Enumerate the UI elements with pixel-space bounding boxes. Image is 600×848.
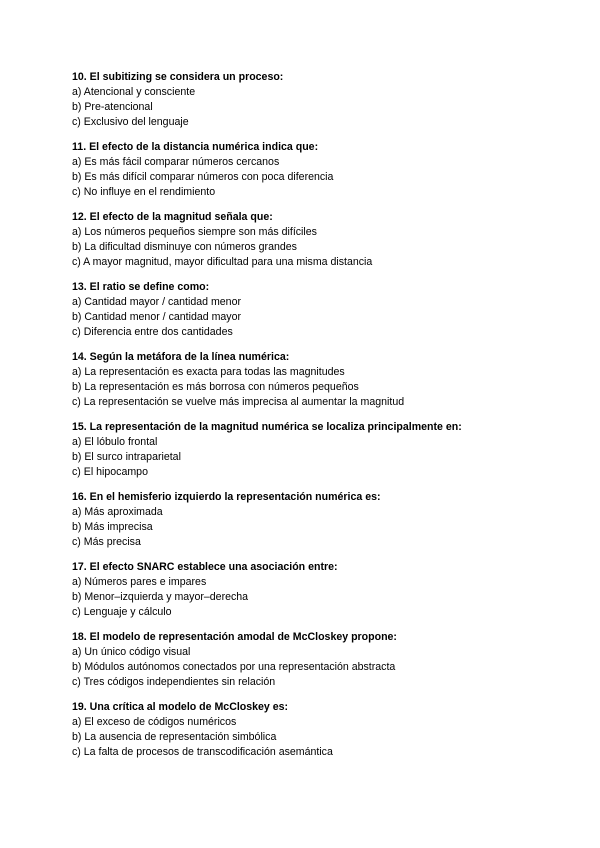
option-b: b) El surco intraparietal <box>72 451 181 463</box>
option-a: a) Es más fácil comparar números cercanos <box>72 156 280 168</box>
question-title: 14. Según la metáfora de la línea numérica: <box>72 351 290 363</box>
option-a: a) La representación es exacta para todas las magnitudes <box>72 366 345 378</box>
question-18 <box>72 630 572 690</box>
option-a: a) Cantidad mayor / cantidad menor <box>72 296 241 308</box>
option-b: b) Menor–izquierda y mayor–derecha <box>72 591 249 603</box>
question-15 <box>72 420 572 480</box>
option-a: a) Números pares e impares <box>72 576 207 588</box>
option-b: b) La ausencia de representación simbólica <box>72 731 277 743</box>
option-c: c) Exclusivo del lenguaje <box>72 116 189 128</box>
question-title: 10. El subitizing se considera un proceso: <box>72 71 284 83</box>
option-b: b) Más imprecisa <box>72 521 153 533</box>
question-12 <box>72 210 572 270</box>
question-17 <box>72 560 572 620</box>
question-13 <box>72 280 572 340</box>
question-19 <box>72 700 572 760</box>
option-c: c) No influye en el rendimiento <box>72 186 216 198</box>
option-c: c) Tres códigos independientes sin relación <box>72 676 276 688</box>
question-title: 15. La representación de la magnitud numérica se localiza principalmente en: <box>72 421 462 433</box>
option-c: c) La falta de procesos de transcodificación asemántica <box>72 746 333 758</box>
option-c: c) Lenguaje y cálculo <box>72 606 172 618</box>
option-a: a) Los números pequeños siempre son más difíciles <box>72 226 317 238</box>
question-title: 17. El efecto SNARC establece una asociación entre: <box>72 561 338 573</box>
option-c: c) La representación se vuelve más imprecisa al aumentar la magnitud <box>72 396 405 408</box>
question-title: 13. El ratio se define como: <box>72 281 210 293</box>
option-b: b) Cantidad menor / cantidad mayor <box>72 311 241 323</box>
option-b: b) Pre-atencional <box>72 101 153 113</box>
option-b: b) Módulos autónomos conectados por una representación abstracta <box>72 661 396 673</box>
option-c: c) El hipocampo <box>72 466 148 478</box>
question-title: 19. Una crítica al modelo de McCloskey es: <box>72 701 289 713</box>
question-title: 11. El efecto de la distancia numérica indica que: <box>72 141 319 153</box>
option-a: a) El exceso de códigos numéricos <box>72 716 237 728</box>
option-a: a) El lóbulo frontal <box>72 436 158 448</box>
question-14 <box>72 350 572 410</box>
option-a: a) Más aproximada <box>72 506 163 518</box>
document-page <box>72 70 572 770</box>
option-c: c) Diferencia entre dos cantidades <box>72 326 233 338</box>
question-title: 16. En el hemisferio izquierdo la representación numérica es: <box>72 491 381 503</box>
question-title: 18. El modelo de representación amodal de McCloskey propone: <box>72 631 397 643</box>
question-11 <box>72 140 572 200</box>
option-c: c) A mayor magnitud, mayor dificultad para una misma distancia <box>72 256 373 268</box>
question-10 <box>72 70 572 130</box>
option-c: c) Más precisa <box>72 536 141 548</box>
question-title: 12. El efecto de la magnitud señala que: <box>72 211 273 223</box>
question-16 <box>72 490 572 550</box>
option-b: b) La representación es más borrosa con números pequeños <box>72 381 359 393</box>
option-b: b) Es más difícil comparar números con poca diferencia <box>72 171 334 183</box>
option-a: a) Un único código visual <box>72 646 191 658</box>
option-b: b) La dificultad disminuye con números grandes <box>72 241 297 253</box>
option-a: a) Atencional y consciente <box>72 86 196 98</box>
